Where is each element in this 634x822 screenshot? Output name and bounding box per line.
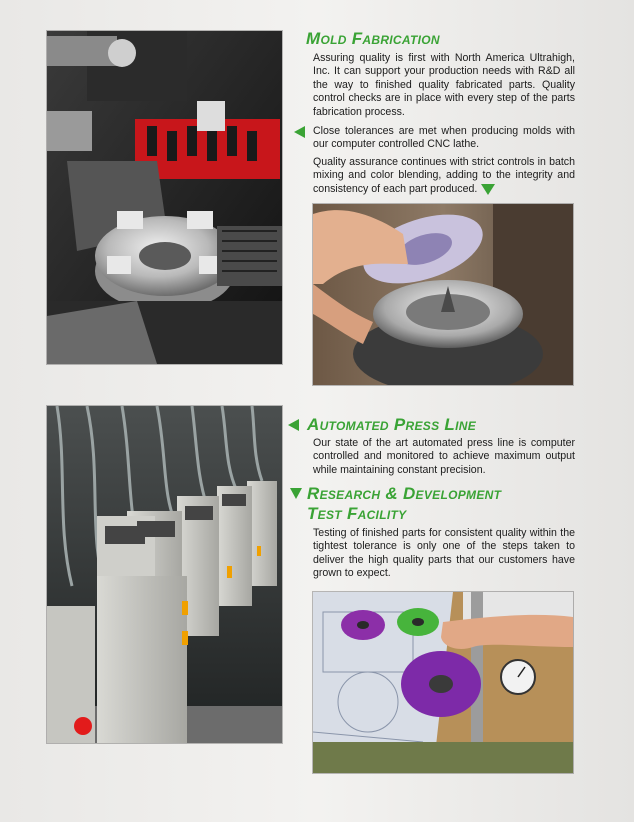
mold-intro-text: Assuring quality is first with North America Ultrahigh, Inc. It can support your production needs with R&D all the way to finished quality fabricated parts. Quality control checks are in place with every step of the parts fabrication process. bbox=[313, 52, 575, 118]
mold-part-illustration bbox=[313, 204, 573, 385]
mold-cnc-text: Close tolerances are met when producing molds with our computer controlled CNC lathe. bbox=[313, 125, 575, 151]
triangle-left-icon bbox=[294, 126, 305, 138]
photo-test-facility bbox=[313, 592, 573, 773]
heading-mold-fabrication: Mold Fabrication bbox=[306, 29, 440, 48]
triangle-left-icon bbox=[288, 419, 299, 431]
mold-quality-text bbox=[313, 156, 575, 196]
photo-mold-part bbox=[313, 204, 573, 385]
cnc-lathe-illustration bbox=[47, 31, 282, 364]
mold-quality-text-content: Quality assurance continues with strict controls in batch mixing and color blending, adding to the integrity and consistency of each part produced. bbox=[313, 156, 575, 195]
photo-cnc-lathe bbox=[47, 31, 282, 364]
heading-research-development bbox=[307, 484, 501, 524]
heading-automated-press-line: Automated Press Line bbox=[307, 415, 477, 434]
test-facility-illustration bbox=[313, 592, 573, 773]
rd-text: Testing of finished parts for consistent quality within the tightest tolerance is only one of the steps taken to deliver the high quality parts that our customers have grown to expect. bbox=[313, 527, 575, 580]
heading-rd-line2: Test Facility bbox=[307, 504, 407, 523]
photo-press-line bbox=[47, 406, 282, 743]
press-line-illustration bbox=[47, 406, 282, 743]
press-line-text: Our state of the art automated press line is computer controlled and monitored to achieve maximum output while maintaining constant precision. bbox=[313, 437, 575, 476]
triangle-down-icon bbox=[481, 184, 495, 195]
heading-rd-line1: Research & Development bbox=[307, 484, 502, 503]
triangle-down-icon bbox=[290, 488, 302, 499]
